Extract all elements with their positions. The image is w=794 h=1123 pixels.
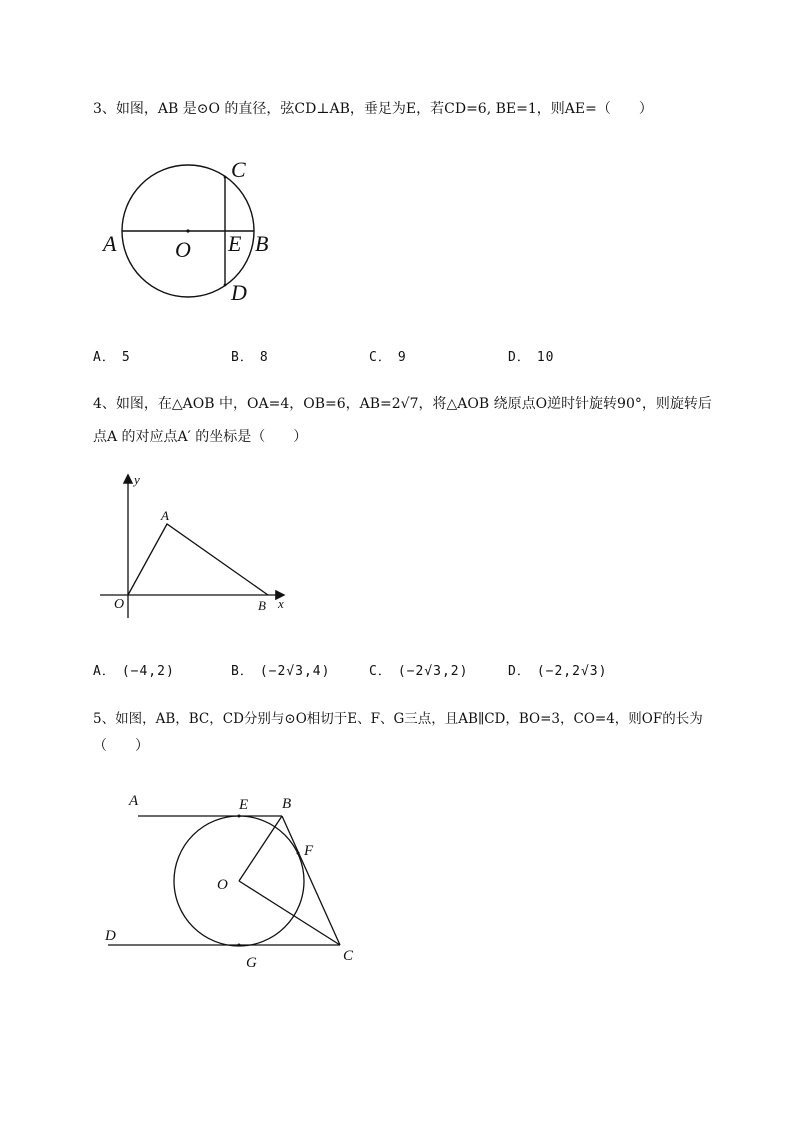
label-A: A [103,231,117,256]
question-4-figure [98,470,298,620]
q3-option-d[interactable]: D． 10 [508,350,555,365]
label-E: E [228,231,242,256]
label-E: E [239,797,249,813]
label-B: B [255,231,269,256]
q3-option-c[interactable]: C． 9 [369,350,407,365]
axis-label-y: y [134,472,140,487]
label-B: B [258,598,266,613]
label-O: O [217,877,228,893]
question-4-stem-line1: 4、如图，在△AOB 中，OA=4，OB=6，AB=2√7，将△AOB 绕原点O逆时针旋转90°，则旋转后 [93,396,712,412]
question-3-figure [95,155,285,305]
label-G: G [246,955,257,971]
question-4-stem-line2: 点A 的对应点A′ 的坐标是（ ） [93,429,308,445]
label-O: O [114,597,125,612]
question-5-figure [100,785,370,975]
q4-option-d[interactable]: D． (−2,2√3) [508,664,608,679]
label-O: O [175,237,191,262]
q4-option-a[interactable]: A． (−4,2) [93,664,175,679]
label-A: A [161,508,169,523]
question-5-stem-line1: 5、如图，AB，BC，CD分别与⊙O相切于E、F、G三点，且AB∥CD，BO=3，CO=4，则OF的长为 [93,711,703,727]
axis-label-x: x [278,596,284,611]
q3-option-a[interactable]: A． 5 [93,350,131,365]
q3-option-b[interactable]: B． 8 [231,350,269,365]
q4-option-b[interactable]: B． (−2√3,4) [231,664,331,679]
label-C: C [343,948,354,964]
label-D: D [231,280,247,305]
question-3-stem: 3、如图，AB 是⊙O 的直径，弦CD⊥AB，垂足为E，若CD=6, BE=1，则AE=（ ） [93,101,653,117]
label-D: D [105,928,116,944]
label-C: C [231,157,246,182]
label-A: A [129,793,139,809]
question-5-stem-line2: （ ） [93,738,149,754]
q4-option-c[interactable]: C． (−2√3,2) [369,664,469,679]
label-B: B [282,796,292,812]
label-F: F [304,843,314,859]
